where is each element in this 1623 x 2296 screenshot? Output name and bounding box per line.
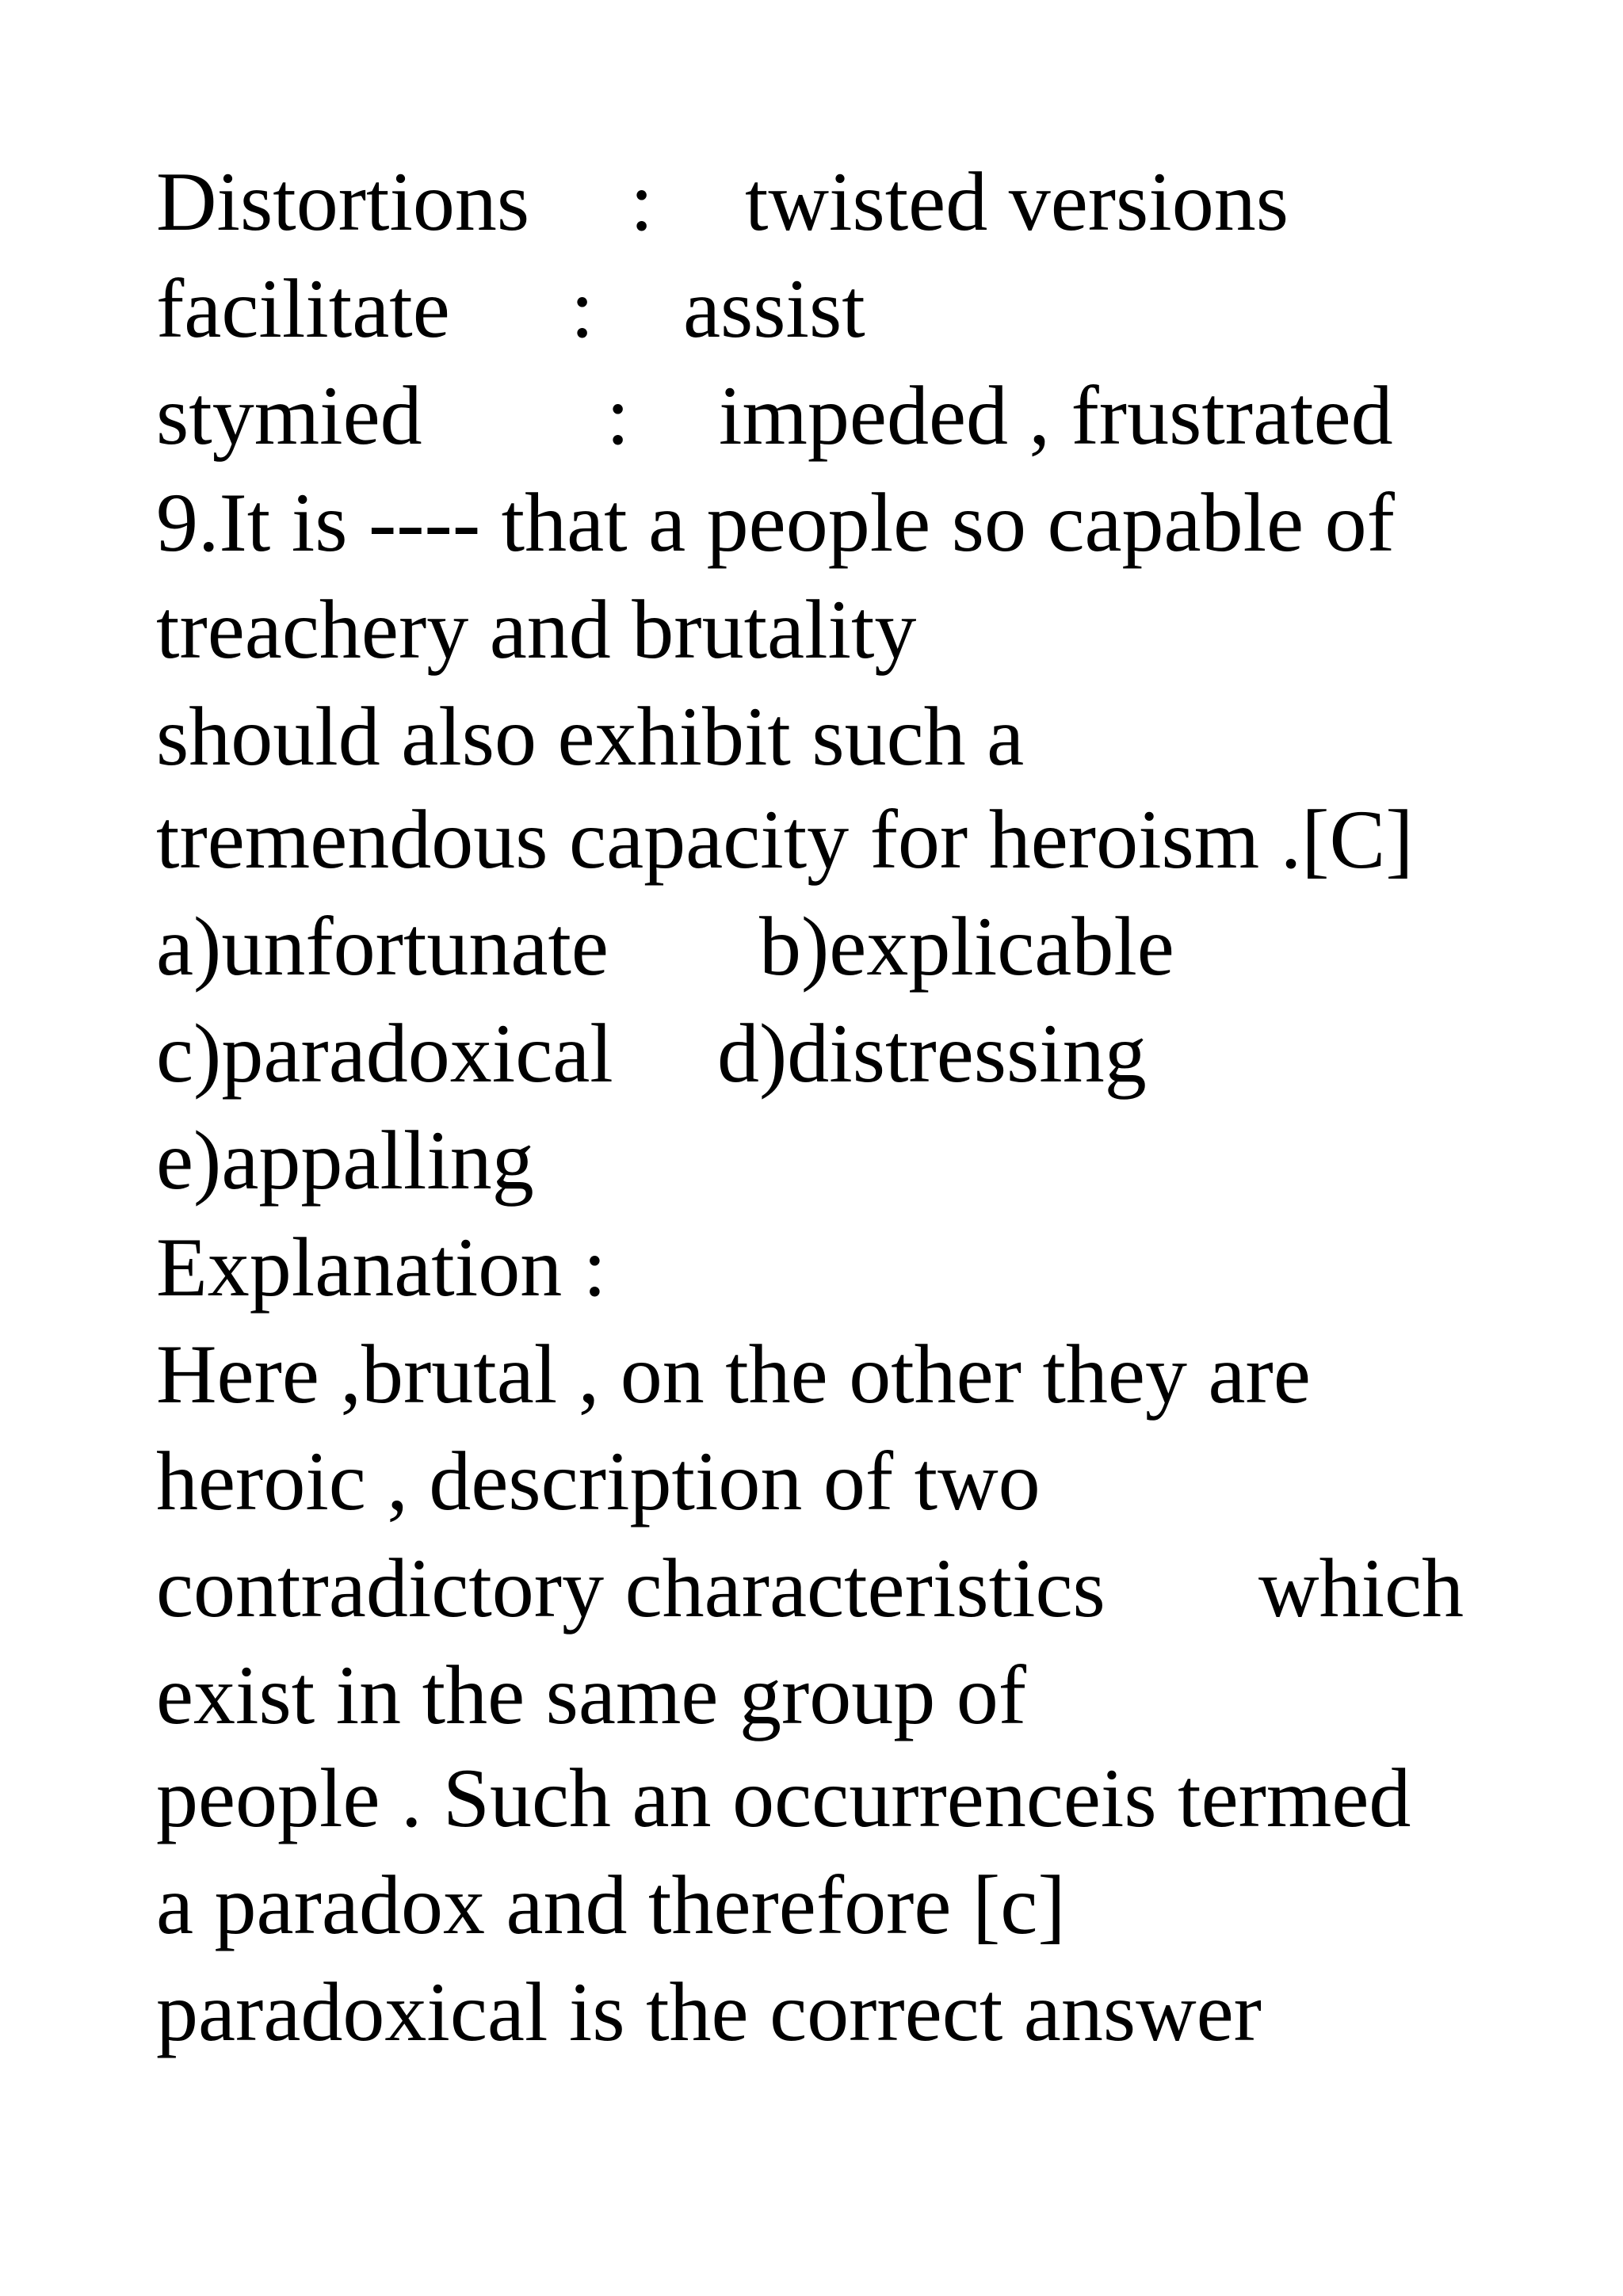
explanation-text: which	[1258, 1542, 1465, 1634]
explanation-line: people . Such an occurrenceis termed	[156, 1752, 1411, 1844]
explanation-line: exist in the same group of	[156, 1649, 1027, 1741]
vocab-term: Distortions	[156, 155, 530, 248]
question-line: should also exhibit such a	[156, 690, 1025, 783]
vocab-term: facilitate	[156, 262, 450, 355]
explanation-heading: Explanation :	[156, 1221, 607, 1314]
vocab-row	[0, 261, 1623, 357]
option-c: c)paradoxical	[156, 1007, 613, 1100]
question-line: 9.It is ---- that a people so capable of	[156, 476, 1395, 569]
question-line: treachery and brutality	[156, 583, 917, 676]
explanation-text: contradictory characteristics	[156, 1542, 1106, 1634]
explanation-line: paradoxical is the correct answer	[156, 1966, 1262, 2058]
vocab-separator: :	[606, 369, 630, 462]
vocab-term: stymied	[156, 369, 422, 462]
vocab-definition: impeded , frustrated	[719, 369, 1393, 462]
options-row	[0, 1006, 1623, 1101]
explanation-line: a paradox and therefore [c]	[156, 1859, 1066, 1951]
explanation-line: Here ,brutal , on the other they are	[156, 1328, 1311, 1421]
options-row	[0, 899, 1623, 994]
question-line: tremendous capacity for heroism .[C]	[156, 793, 1414, 886]
vocab-separator: :	[630, 155, 654, 248]
vocab-separator: :	[571, 262, 594, 355]
vocab-row	[0, 368, 1623, 463]
option-e: e)appalling	[156, 1114, 534, 1207]
explanation-line	[0, 1541, 1623, 1636]
vocab-definition: assist	[683, 262, 865, 355]
option-a: a)unfortunate	[156, 900, 609, 993]
vocab-row	[0, 154, 1623, 250]
explanation-line: heroic , description of two	[156, 1435, 1041, 1527]
option-b: b)explicable	[759, 900, 1174, 993]
option-d: d)distressing	[717, 1007, 1147, 1100]
vocab-definition: twisted versions	[745, 155, 1289, 248]
